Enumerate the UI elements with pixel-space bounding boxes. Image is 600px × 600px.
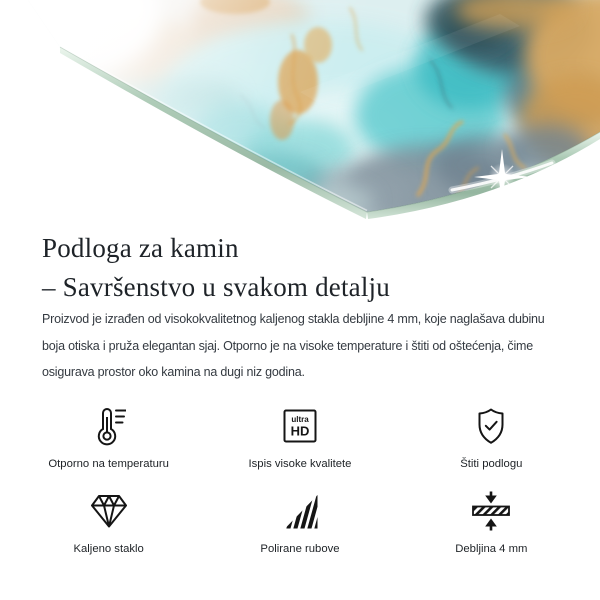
- feature-label: Štiti podlogu: [460, 458, 523, 470]
- description-line: boja otiska i pruža elegantan sjaj. Otporno je na visoke temperature i štiti od oštećenja, čime: [42, 338, 533, 353]
- product-description: [42, 306, 545, 386]
- polished-edge-icon: [278, 489, 322, 533]
- diamond-icon: [87, 489, 131, 533]
- fluid-art-print: [0, 0, 600, 230]
- feature-temperature-resistant: [13, 404, 204, 472]
- title-line-2: – Savršenstvo u svakom detalju: [42, 272, 390, 302]
- product-image: [0, 0, 600, 230]
- feature-thickness: [396, 489, 587, 557]
- feature-tempered-glass: [13, 489, 204, 557]
- feature-label: Kaljeno staklo: [73, 543, 144, 555]
- page-title: [42, 229, 390, 307]
- feature-label: Polirane rubove: [260, 543, 340, 555]
- ultra-hd-icon: [278, 404, 322, 448]
- feature-label: Debljina 4 mm: [455, 543, 528, 555]
- feature-protects-floor: [396, 404, 587, 472]
- feature-label: Ispis visoke kvalitete: [248, 458, 352, 470]
- feature-label: Otporno na temperaturu: [48, 458, 169, 470]
- feature-polished-edges: [204, 489, 395, 557]
- shield-check-icon: [469, 404, 513, 448]
- svg-text:ultra: ultra: [291, 415, 309, 424]
- thickness-icon: [469, 489, 513, 533]
- description-line: osigurava prostor oko kamina na dugi niz godina.: [42, 365, 305, 379]
- title-line-1: Podloga za kamin: [42, 233, 239, 263]
- description-line: Proizvod je izrađen od visokokvalitetnog kaljenog stakla debljine 4 mm, koje naglašava dubinu: [42, 312, 545, 326]
- thermometer-icon: [92, 404, 126, 448]
- feature-grid: [13, 404, 587, 557]
- svg-text:HD: HD: [290, 423, 310, 439]
- feature-print-quality: [204, 404, 395, 472]
